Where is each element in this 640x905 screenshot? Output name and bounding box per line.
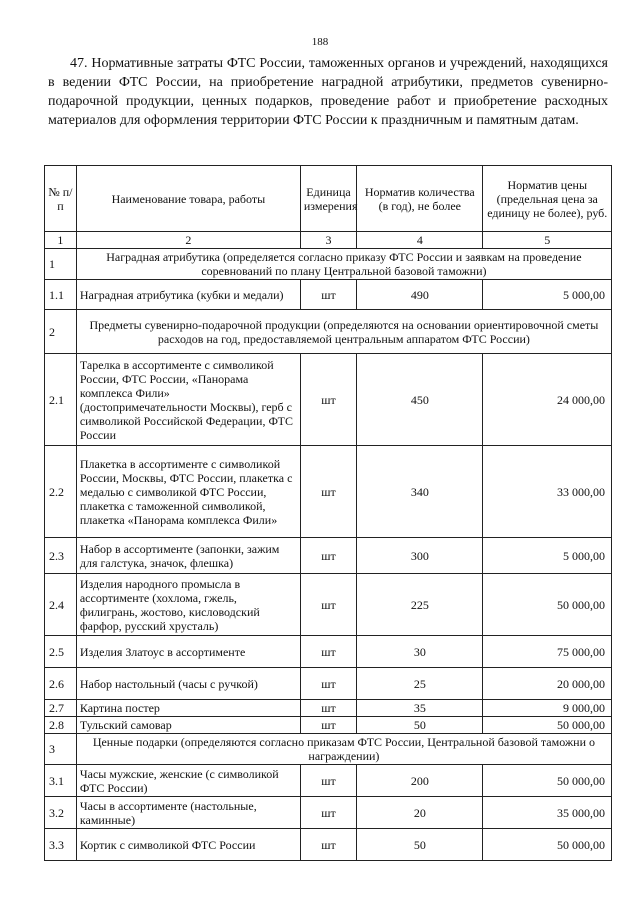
norms-table xyxy=(44,165,612,861)
header-unit: Единица измерения xyxy=(300,166,356,232)
row-name: Плакетка в ассортименте с символикой России, Москвы, ФТС России, плакетка с медалью с символикой ФТС России, плакетка с таможенной символикой, плакетка «Панорама комплекса Фили» xyxy=(76,446,300,538)
row-name: Набор в ассортименте (запонки, зажим для галстука, значок, флешка) xyxy=(76,538,300,574)
row-name: Набор настольный (часы с ручкой) xyxy=(76,668,300,700)
table-row xyxy=(45,538,612,574)
row-price: 50 000,00 xyxy=(483,829,612,861)
row-price: 35 000,00 xyxy=(483,797,612,829)
section-row xyxy=(45,734,612,765)
row-qty: 300 xyxy=(357,538,483,574)
row-unit: шт xyxy=(300,538,356,574)
row-num: 2.2 xyxy=(45,446,77,538)
table-row xyxy=(45,765,612,797)
row-price: 50 000,00 xyxy=(483,717,612,734)
table-row xyxy=(45,636,612,668)
row-unit: шт xyxy=(300,829,356,861)
row-unit: шт xyxy=(300,717,356,734)
section-num: 2 xyxy=(45,310,77,354)
row-unit: шт xyxy=(300,574,356,636)
header-qty: Норматив количества (в год), не более xyxy=(357,166,483,232)
table-body xyxy=(45,249,612,861)
row-name: Часы в ассортименте (настольные, каминные) xyxy=(76,797,300,829)
row-num: 2.1 xyxy=(45,354,77,446)
column-number: 1 xyxy=(45,232,77,249)
section-title: Предметы сувенирно-подарочной продукции (определяются на основании ориентировочной сметы расходов на год, предоставляемой центральным аппаратом ФТС России) xyxy=(76,310,611,354)
intro-paragraph: 47. Нормативные затраты ФТС России, таможенных органов и учреждений, находящихся в ведении ФТС России, на приобретение наградной атрибутики, предметов сувенирно-подарочной продукции, ценных подарков, проведение работ и приобретение расходных материалов для оформления территории ФТС России к праздничным и памятным датам. xyxy=(48,56,608,128)
row-num: 2.6 xyxy=(45,668,77,700)
row-name: Наградная атрибутика (кубки и медали) xyxy=(76,280,300,310)
row-price: 20 000,00 xyxy=(483,668,612,700)
row-num: 2.5 xyxy=(45,636,77,668)
row-price: 24 000,00 xyxy=(483,354,612,446)
column-number: 4 xyxy=(357,232,483,249)
row-qty: 490 xyxy=(357,280,483,310)
row-unit: шт xyxy=(300,700,356,717)
header-price: Норматив цены (предельная цена за единицу не более), руб. xyxy=(483,166,612,232)
row-num: 3.1 xyxy=(45,765,77,797)
row-name: Картина постер xyxy=(76,700,300,717)
table-row xyxy=(45,700,612,717)
row-name: Изделия Златоус в ассортименте xyxy=(76,636,300,668)
table-row xyxy=(45,446,612,538)
page-number: 188 xyxy=(311,36,329,48)
row-num: 2.8 xyxy=(45,717,77,734)
section-num: 3 xyxy=(45,734,77,765)
row-qty: 35 xyxy=(357,700,483,717)
table-row xyxy=(45,797,612,829)
column-number: 5 xyxy=(483,232,612,249)
row-qty: 50 xyxy=(357,717,483,734)
row-name: Изделия народного промысла в ассортименте (хохлома, гжель, филигрань, жостово, кисловодский фарфор, русский хрусталь) xyxy=(76,574,300,636)
table-row xyxy=(45,829,612,861)
row-qty: 340 xyxy=(357,446,483,538)
section-num: 1 xyxy=(45,249,77,280)
row-unit: шт xyxy=(300,765,356,797)
row-unit: шт xyxy=(300,636,356,668)
section-row xyxy=(45,249,612,280)
row-qty: 20 xyxy=(357,797,483,829)
row-qty: 25 xyxy=(357,668,483,700)
row-name: Часы мужские, женские (с символикой ФТС России) xyxy=(76,765,300,797)
section-title: Наградная атрибутика (определяется согласно приказу ФТС России и заявкам на проведение соревнований по плану Центральной базовой таможни) xyxy=(76,249,611,280)
row-qty: 225 xyxy=(357,574,483,636)
table-row xyxy=(45,668,612,700)
column-numbers-row xyxy=(45,232,612,249)
row-price: 5 000,00 xyxy=(483,538,612,574)
header-name: Наименование товара, работы xyxy=(76,166,300,232)
row-qty: 450 xyxy=(357,354,483,446)
row-price: 9 000,00 xyxy=(483,700,612,717)
row-num: 3.2 xyxy=(45,797,77,829)
row-num: 2.7 xyxy=(45,700,77,717)
row-num: 2.4 xyxy=(45,574,77,636)
row-unit: шт xyxy=(300,446,356,538)
table-row xyxy=(45,354,612,446)
row-qty: 50 xyxy=(357,829,483,861)
header-num: № п/п xyxy=(45,166,77,232)
row-unit: шт xyxy=(300,668,356,700)
section-title: Ценные подарки (определяются согласно приказам ФТС России, Центральной базовой таможни о награждении) xyxy=(76,734,611,765)
column-number: 2 xyxy=(76,232,300,249)
row-price: 33 000,00 xyxy=(483,446,612,538)
row-num: 3.3 xyxy=(45,829,77,861)
row-qty: 30 xyxy=(357,636,483,668)
row-price: 5 000,00 xyxy=(483,280,612,310)
row-unit: шт xyxy=(300,797,356,829)
column-number: 3 xyxy=(300,232,356,249)
table-header xyxy=(45,166,612,249)
row-price: 50 000,00 xyxy=(483,574,612,636)
row-qty: 200 xyxy=(357,765,483,797)
row-name: Кортик с символикой ФТС России xyxy=(76,829,300,861)
table-row xyxy=(45,717,612,734)
table-row xyxy=(45,574,612,636)
table-row xyxy=(45,280,612,310)
row-unit: шт xyxy=(300,280,356,310)
row-price: 75 000,00 xyxy=(483,636,612,668)
row-name: Тульский самовар xyxy=(76,717,300,734)
section-row xyxy=(45,310,612,354)
row-name: Тарелка в ассортименте с символикой России, ФТС России, «Панорама комплекса Фили» (достопримечательности Москвы), герб с символикой Российской Федерации, ФТС России xyxy=(76,354,300,446)
row-num: 1.1 xyxy=(45,280,77,310)
row-num: 2.3 xyxy=(45,538,77,574)
row-unit: шт xyxy=(300,354,356,446)
row-price: 50 000,00 xyxy=(483,765,612,797)
